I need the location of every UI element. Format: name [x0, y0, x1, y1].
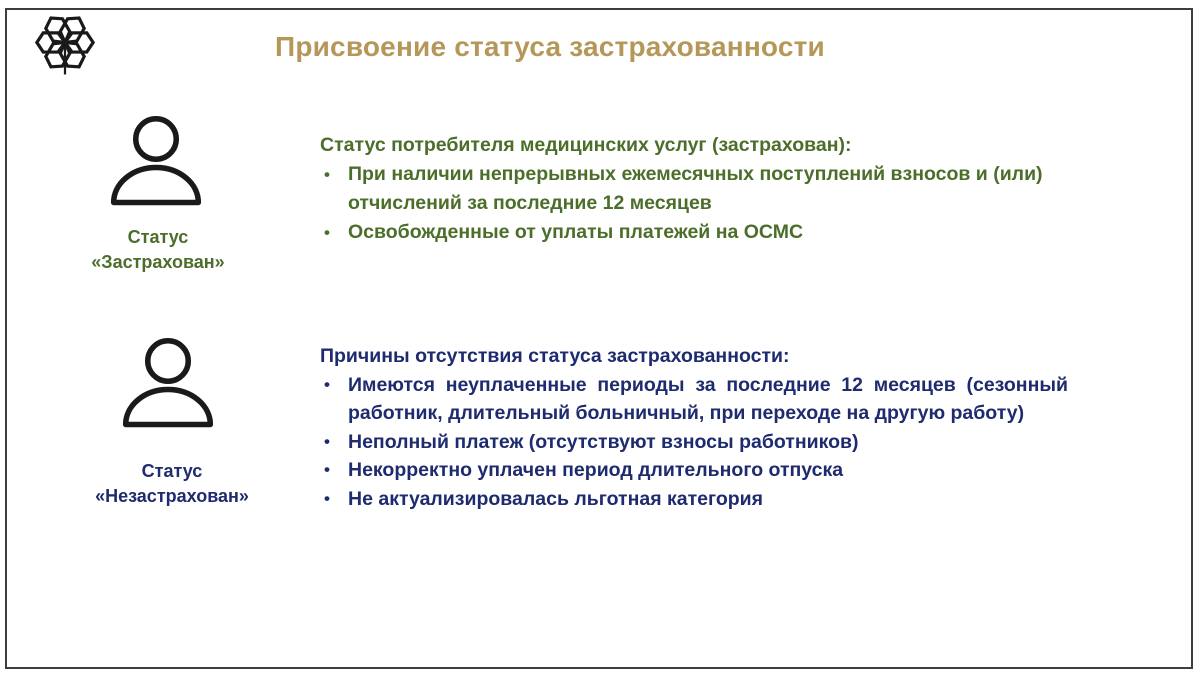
status-label-line: «Незастрахован»	[95, 485, 249, 506]
insured-person-icon	[110, 116, 202, 208]
bullet-text: Имеются неуплаченные периоды за последние 12 месяцев (сезонный работник, длительный больничный, при переходе на другую работу)	[348, 373, 1068, 424]
bullet-marker-icon: •	[324, 223, 330, 242]
uninsured-section-header: Причины отсутствия статуса застрахованности:	[320, 345, 790, 367]
bullet-item	[320, 456, 1068, 485]
bullet-text: Не актуализировалась льготная категория	[348, 487, 764, 510]
bullet-text: Неполный платеж (отсутствуют взносы работников)	[348, 430, 859, 453]
uninsured-status-label	[42, 459, 302, 508]
bullet-item	[320, 160, 1068, 218]
insured-bullet-list	[320, 160, 1068, 247]
bullet-item	[320, 485, 1068, 514]
bullet-marker-icon: •	[324, 374, 330, 394]
bullet-item	[320, 428, 1068, 457]
bullet-item	[320, 218, 1068, 247]
bullet-text: Освобожденные от уплаты платежей на ОСМС	[348, 221, 804, 243]
bullet-marker-icon: •	[324, 165, 330, 184]
bullet-item	[320, 371, 1068, 428]
bullet-marker-icon: •	[324, 488, 330, 508]
status-label-line: Статус	[127, 227, 189, 247]
insured-status-label	[28, 225, 288, 274]
slide-title: Присвоение статуса застрахованности	[275, 31, 825, 62]
bullet-marker-icon: •	[324, 431, 330, 451]
insured-section-header: Статус потребителя медицинских услуг (застрахован):	[320, 134, 852, 156]
uninsured-person-icon	[122, 338, 214, 430]
bullet-marker-icon: •	[324, 460, 330, 479]
status-label-line: Статус	[141, 461, 203, 481]
uninsured-section-text	[320, 342, 1068, 513]
bullet-text: При наличии непрерывных ежемесячных поступлений взносов и (или) отчислений за последние 12 месяцев	[348, 163, 1043, 214]
bullet-text: Некорректно уплачен период длительного отпуска	[348, 459, 844, 481]
insured-section-text	[320, 131, 1068, 247]
insurance-fund-logo-icon	[33, 11, 97, 79]
uninsured-bullet-list	[320, 371, 1068, 514]
status-label-line: «Застрахован»	[91, 251, 225, 272]
